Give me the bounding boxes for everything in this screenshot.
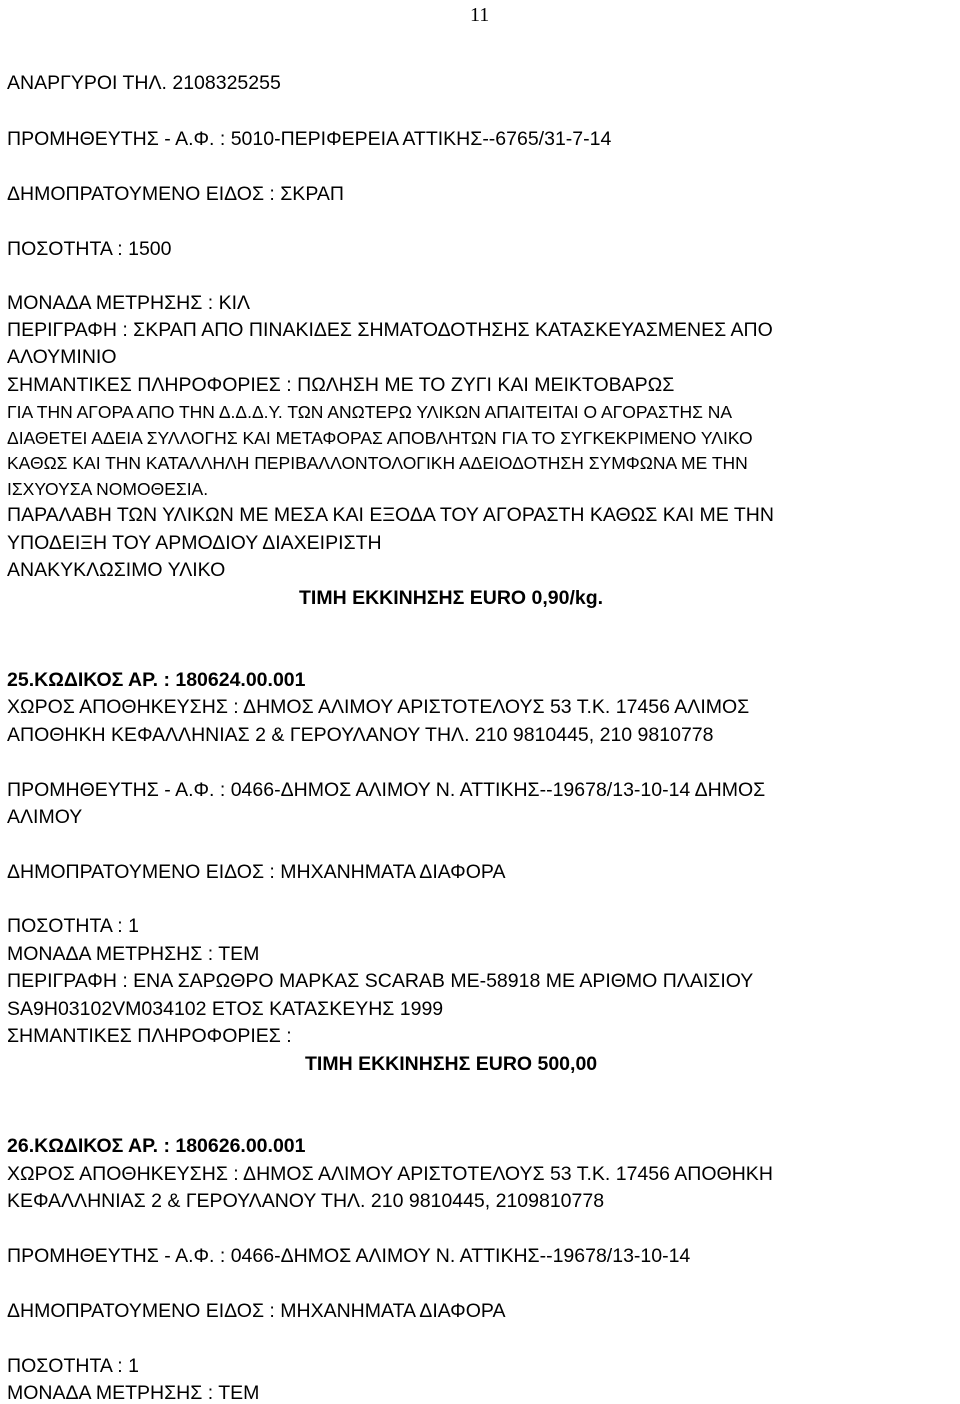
supplier-line: ΠΡΟΜΗΘΕΥΤΗΣ - Α.Φ. : 0466-ΔΗΜΟΣ ΑΛΙΜΟΥ Ν. ΑΤΤΙΚΗΣ--19678/13-10-14 ΔΗΜΟΣ [7, 779, 766, 801]
supplier-line: ΠΡΟΜΗΘΕΥΤΗΣ - Α.Φ. : 0466-ΔΗΜΟΣ ΑΛΙΜΟΥ Ν. ΑΤΤΙΚΗΣ--19678/13-10-14 [7, 1245, 691, 1267]
supplier-line: ΑΛΙΜΟΥ [7, 806, 83, 828]
quantity-line: ΠΟΣΟΤΗΤΑ : 1500 [7, 238, 172, 260]
item-code: 26.ΚΩΔΙΚΟΣ ΑΡ. : 180626.00.001 [7, 1135, 306, 1157]
pickup-line: ΥΠΟΔΕΙΞΗ ΤΟΥ ΑΡΜΟΔΙΟΥ ΔΙΑΧΕΙΡΙΣΤΗ [7, 532, 382, 554]
storage-location-line: ΚΕΦΑΛΛΗΝΙΑΣ 2 & ΓΕΡΟΥΛΑΝΟΥ ΤΗΛ. 210 9810445, 2109810778 [7, 1190, 605, 1212]
storage-location-line: ΧΩΡΟΣ ΑΠΟΘΗΚΕΥΣΗΣ : ΔΗΜΟΣ ΑΛΙΜΟΥ ΑΡΙΣΤΟΤΕΛΟΥΣ 53 Τ.Κ. 17456 ΑΠΟΘΗΚΗ [7, 1163, 773, 1185]
recyclable-line: ΑΝΑΚΥΚΛΩΣΙΜΟ ΥΛΙΚΟ [7, 559, 226, 581]
storage-location-line: ΑΠΟΘΗΚΗ ΚΕΦΑΛΛΗΝΙΑΣ 2 & ΓΕΡΟΥΛΑΝΟΥ ΤΗΛ. 210 9810445, 210 9810778 [7, 724, 714, 746]
note-line: ΙΣΧΥΟΥΣΑ ΝΟΜΟΘΕΣΙΑ. [7, 479, 209, 499]
quantity-line: ΠΟΣΟΤΗΤΑ : 1 [7, 1355, 139, 1377]
item-type-line: ΔΗΜΟΠΡΑΤΟΥΜΕΝΟ ΕΙΔΟΣ : ΜΗΧΑΝΗΜΑΤΑ ΔΙΑΦΟΡΑ [7, 1300, 506, 1322]
item-type-line: ΔΗΜΟΠΡΑΤΟΥΜΕΝΟ ΕΙΔΟΣ : ΜΗΧΑΝΗΜΑΤΑ ΔΙΑΦΟΡΑ [7, 861, 506, 883]
supplier-line: ΠΡΟΜΗΘΕΥΤΗΣ - Α.Φ. : 5010-ΠΕΡΙΦΕΡΕΙΑ ΑΤΤΙΚΗΣ--6765/31-7-14 [7, 128, 612, 150]
unit-line: ΜΟΝΑΔΑ ΜΕΤΡΗΣΗΣ : ΤΕΜ [7, 1382, 260, 1404]
note-line: ΓΙΑ ΤΗΝ ΑΓΟΡΑ ΑΠΟ ΤΗΝ Δ.Δ.Δ.Υ. ΤΩΝ ΑΝΩΤΕΡΩ ΥΛΙΚΩΝ ΑΠΑΙΤΕΙΤΑΙ Ο ΑΓΟΡΑΣΤΗΣ ΝΑ [7, 402, 733, 422]
storage-location-line: ΧΩΡΟΣ ΑΠΟΘΗΚΕΥΣΗΣ : ΔΗΜΟΣ ΑΛΙΜΟΥ ΑΡΙΣΤΟΤΕΛΟΥΣ 53 Τ.Κ. 17456 ΑΛΙΜΟΣ [7, 696, 750, 718]
unit-line: ΜΟΝΑΔΑ ΜΕΤΡΗΣΗΣ : ΤΕΜ [7, 943, 260, 965]
note-line: ΚΑΘΩΣ ΚΑΙ ΤΗΝ ΚΑΤΑΛΛΗΛΗ ΠΕΡΙΒΑΛΛΟΝΤΟΛΟΓΙΚΗ ΑΔΕΙΟΔΟΤΗΣΗ ΣΥΜΦΩΝΑ ΜΕ ΤΗΝ [7, 453, 748, 473]
starting-price: ΤΙΜΗ ΕΚΚΙΝΗΣΗΣ EURO 0,90/kg. [299, 587, 604, 609]
quantity-line: ΠΟΣΟΤΗΤΑ : 1 [7, 915, 139, 937]
description-line: ΑΛΟΥΜΙΝΙΟ [7, 346, 117, 368]
description-line: ΠΕΡΙΓΡΑΦΗ : ΕΝΑ ΣΑΡΩΘΡΟ ΜΑΡΚΑΣ SCARAB ΜΕ-58918 ΜΕ ΑΡΙΘΜΟ ΠΛΑΙΣΙΟΥ [7, 970, 754, 992]
item-code: 25.ΚΩΔΙΚΟΣ ΑΡ. : 180624.00.001 [7, 669, 306, 691]
description-line: SA9H03102VM034102 ΕΤΟΣ ΚΑΤΑΣΚΕΥΗΣ 1999 [7, 998, 444, 1020]
pickup-line: ΠΑΡΑΛΑΒΗ ΤΩΝ ΥΛΙΚΩΝ ΜΕ ΜΕΣΑ ΚΑΙ ΕΞΟΔΑ ΤΟΥ ΑΓΟΡΑΣΤΗ ΚΑΘΩΣ ΚΑΙ ΜΕ ΤΗΝ [7, 504, 774, 526]
info-line: ΣΗΜΑΝΤΙΚΕΣ ΠΛΗΡΟΦΟΡΙΕΣ : [7, 1025, 292, 1047]
page-number: 11 [470, 4, 490, 26]
description-line: ΠΕΡΙΓΡΑΦΗ : ΣΚΡΑΠ ΑΠΟ ΠΙΝΑΚΙΔΕΣ ΣΗΜΑΤΟΔΟΤΗΣΗΣ ΚΑΤΑΣΚΕΥΑΣΜΕΝΕΣ ΑΠΟ [7, 319, 773, 341]
contact-line: ΑΝΑΡΓΥΡΟΙ ΤΗΛ. 2108325255 [7, 72, 281, 94]
info-line: ΣΗΜΑΝΤΙΚΕΣ ΠΛΗΡΟΦΟΡΙΕΣ : ΠΩΛΗΣΗ ΜΕ ΤΟ ΖΥΓΙ ΚΑΙ ΜΕΙΚΤΟΒΑΡΩΣ [7, 374, 675, 396]
note-line: ΔΙΑΘΕΤΕΙ ΑΔΕΙΑ ΣΥΛΛΟΓΗΣ ΚΑΙ ΜΕΤΑΦΟΡΑΣ ΑΠΟΒΛΗΤΩΝ ΓΙΑ ΤΟ ΣΥΓΚΕΚΡΙΜΕΝΟ ΥΛΙΚΟ [7, 428, 753, 448]
unit-line: ΜΟΝΑΔΑ ΜΕΤΡΗΣΗΣ : ΚΙΛ [7, 292, 251, 314]
starting-price: ΤΙΜΗ ΕΚΚΙΝΗΣΗΣ EURO 500,00 [305, 1053, 598, 1075]
item-type-line: ΔΗΜΟΠΡΑΤΟΥΜΕΝΟ ΕΙΔΟΣ : ΣΚΡΑΠ [7, 183, 344, 205]
